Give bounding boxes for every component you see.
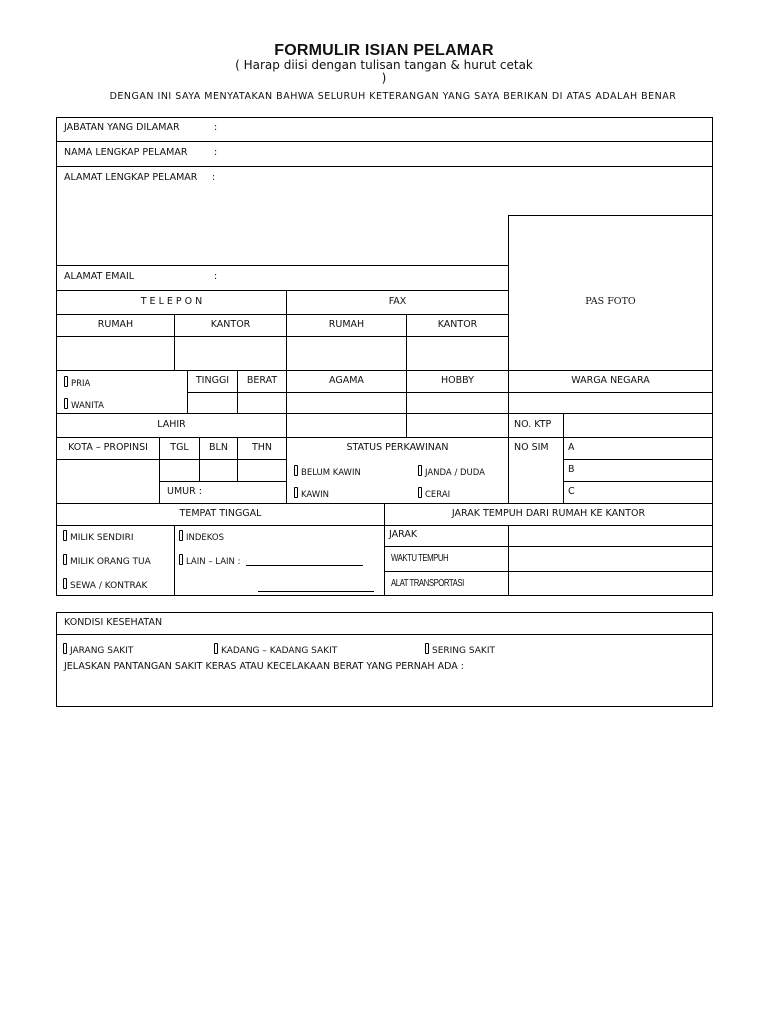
jabatan-colon: : [214, 122, 218, 133]
sim-c-label: C [568, 486, 575, 497]
row-divider [56, 314, 509, 315]
checkbox-icon [63, 643, 67, 654]
jabatan-label: JABATAN YANG DILAMAR [64, 122, 180, 133]
option-milik-sendiri[interactable] [63, 530, 133, 544]
option-jarang-sakit[interactable] [63, 643, 133, 657]
option-lain-lain[interactable] [179, 554, 240, 568]
indekos-label: INDEKOS [186, 533, 224, 543]
warga-negara-header: WARGA NEGARA [571, 375, 650, 386]
telepon-rumah-header: RUMAH [97, 319, 134, 330]
telepon-header: T E L E P O N [140, 296, 203, 307]
jabatan-input[interactable] [222, 118, 708, 140]
email-colon: : [214, 271, 218, 282]
sim-a-label: A [568, 442, 575, 453]
photo-box-left [508, 215, 509, 371]
health-border-bottom [56, 706, 713, 707]
checkbox-icon [64, 398, 68, 409]
option-janda-duda[interactable] [418, 465, 485, 479]
checkbox-icon [63, 578, 67, 589]
cerai-label: CERAI [425, 490, 451, 500]
jelaskan-input[interactable] [58, 675, 710, 704]
belum-kawin-label: BELUM KAWIN [301, 468, 361, 478]
checkbox-icon [179, 530, 183, 541]
tgl-header: TGL [170, 442, 189, 453]
option-sewa-kontrak[interactable] [63, 578, 147, 592]
col-divider [508, 525, 509, 596]
waktu-tempuh-label: WAKTU TEMPUH [391, 553, 449, 564]
form-title: FORMULIR ISIAN PELAMAR [274, 42, 494, 59]
kota-propinsi-header: KOTA – PROPINSI [68, 442, 148, 453]
row-divider [384, 571, 713, 572]
no-ktp-input[interactable] [565, 415, 711, 436]
telepon-kantor-header: KANTOR [210, 319, 251, 330]
hobby-header: HOBBY [441, 375, 474, 386]
kadang-sakit-label: KADANG – KADANG SAKIT [221, 646, 338, 656]
no-sim-label: NO SIM [514, 442, 549, 453]
photo-box-top [508, 215, 713, 216]
row-divider [563, 459, 713, 460]
thn-header: THN [251, 442, 273, 453]
lain-lain-underline[interactable] [246, 565, 363, 566]
fax-header: FAX [388, 296, 407, 307]
alamat-input[interactable] [58, 186, 506, 264]
alamat-colon: : [212, 172, 216, 183]
col-divider [508, 370, 509, 503]
milik-sendiri-label: MILIK SENDIRI [70, 533, 134, 543]
pas-foto-label: PAS FOTO [585, 296, 636, 307]
email-input[interactable] [222, 267, 506, 289]
alamat-label: ALAMAT LENGKAP PELAMAR [64, 172, 198, 183]
option-milik-orang-tua[interactable] [63, 554, 151, 568]
row-divider [187, 392, 713, 393]
alat-transportasi-label: ALAT TRANSPORTASI [391, 578, 464, 589]
wanita-label: WANITA [71, 401, 104, 411]
health-border-top [56, 612, 713, 613]
row-divider [563, 481, 713, 482]
nama-label: NAMA LENGKAP PELAMAR [64, 147, 188, 158]
lain-lain-underline-2[interactable] [258, 591, 374, 592]
tinggi-header: TINGGI [195, 375, 230, 386]
jelaskan-label: JELASKAN PANTANGAN SAKIT KERAS ATAU KECELAKAAN BERAT YANG PERNAH ADA : [64, 661, 464, 672]
checkbox-icon [64, 376, 68, 387]
health-divider [56, 634, 713, 635]
option-pria[interactable] [64, 376, 90, 390]
option-belum-kawin[interactable] [294, 465, 361, 479]
option-indekos[interactable] [179, 530, 224, 544]
row-divider [56, 437, 713, 438]
jarak-tempuh-header: JARAK TEMPUH DARI RUMAH KE KANTOR [451, 508, 646, 519]
checkbox-icon [425, 643, 429, 654]
nama-colon: : [214, 147, 218, 158]
tempat-tinggal-header: TEMPAT TINGGAL [179, 508, 262, 519]
col-divider [563, 413, 564, 503]
row-divider [384, 546, 713, 547]
lain-lain-label: LAIN – LAIN : [186, 557, 241, 567]
milik-orang-tua-label: MILIK ORANG TUA [70, 557, 151, 567]
row-divider [56, 459, 287, 460]
agama-header: AGAMA [329, 375, 364, 386]
option-wanita[interactable] [64, 398, 104, 412]
row-divider [159, 481, 287, 482]
checkbox-icon [418, 465, 422, 476]
sim-b-label: B [568, 464, 575, 475]
checkbox-icon [63, 554, 67, 565]
kawin-label: KAWIN [301, 490, 330, 500]
checkbox-icon [418, 487, 422, 498]
lahir-header: LAHIR [157, 419, 186, 430]
row-divider [56, 290, 509, 291]
bln-header: BLN [209, 442, 228, 453]
declaration-text: DENGAN INI SAYA MENYATAKAN BAHWA SELURUH KETERANGAN YANG SAYA BERIKAN DI ATAS ADALAH BENAR [109, 91, 677, 102]
health-border-right [712, 612, 713, 707]
jarak-label: JARAK [389, 529, 418, 540]
sering-sakit-label: SERING SAKIT [432, 646, 495, 656]
status-perkawinan-header: STATUS PERKAWINAN [346, 442, 449, 453]
checkbox-icon [214, 643, 218, 654]
kondisi-kesehatan-title: KONDISI KESEHATAN [64, 617, 163, 628]
row-divider [56, 336, 509, 337]
health-border-left [56, 612, 57, 707]
checkbox-icon [63, 530, 67, 541]
checkbox-icon [179, 554, 183, 565]
jarang-sakit-label: JARANG SAKIT [70, 646, 134, 656]
option-sering-sakit[interactable] [425, 643, 495, 657]
row-divider [56, 370, 713, 371]
row-divider [56, 265, 509, 266]
email-label: ALAMAT EMAIL [64, 271, 135, 282]
berat-header: BERAT [246, 375, 278, 386]
janda-duda-label: JANDA / DUDA [425, 468, 485, 478]
no-ktp-label: NO. KTP [514, 419, 552, 430]
form-subtitle: ( Harap diisi dengan tulisan tangan & hurut cetak ) [235, 58, 533, 85]
option-cerai[interactable] [418, 487, 450, 501]
checkbox-icon [294, 465, 298, 476]
fax-kantor-header: KANTOR [437, 319, 478, 330]
col-divider [174, 525, 175, 596]
umur-label: UMUR : [167, 486, 202, 497]
checkbox-icon [294, 487, 298, 498]
row-divider [56, 413, 713, 414]
row-divider [56, 166, 713, 167]
option-kawin[interactable] [294, 487, 329, 501]
pria-label: PRIA [71, 379, 91, 389]
sewa-kontrak-label: SEWA / KONTRAK [70, 581, 148, 591]
fax-rumah-header: RUMAH [328, 319, 365, 330]
option-kadang-sakit[interactable] [214, 643, 337, 657]
nama-input[interactable] [222, 142, 708, 165]
